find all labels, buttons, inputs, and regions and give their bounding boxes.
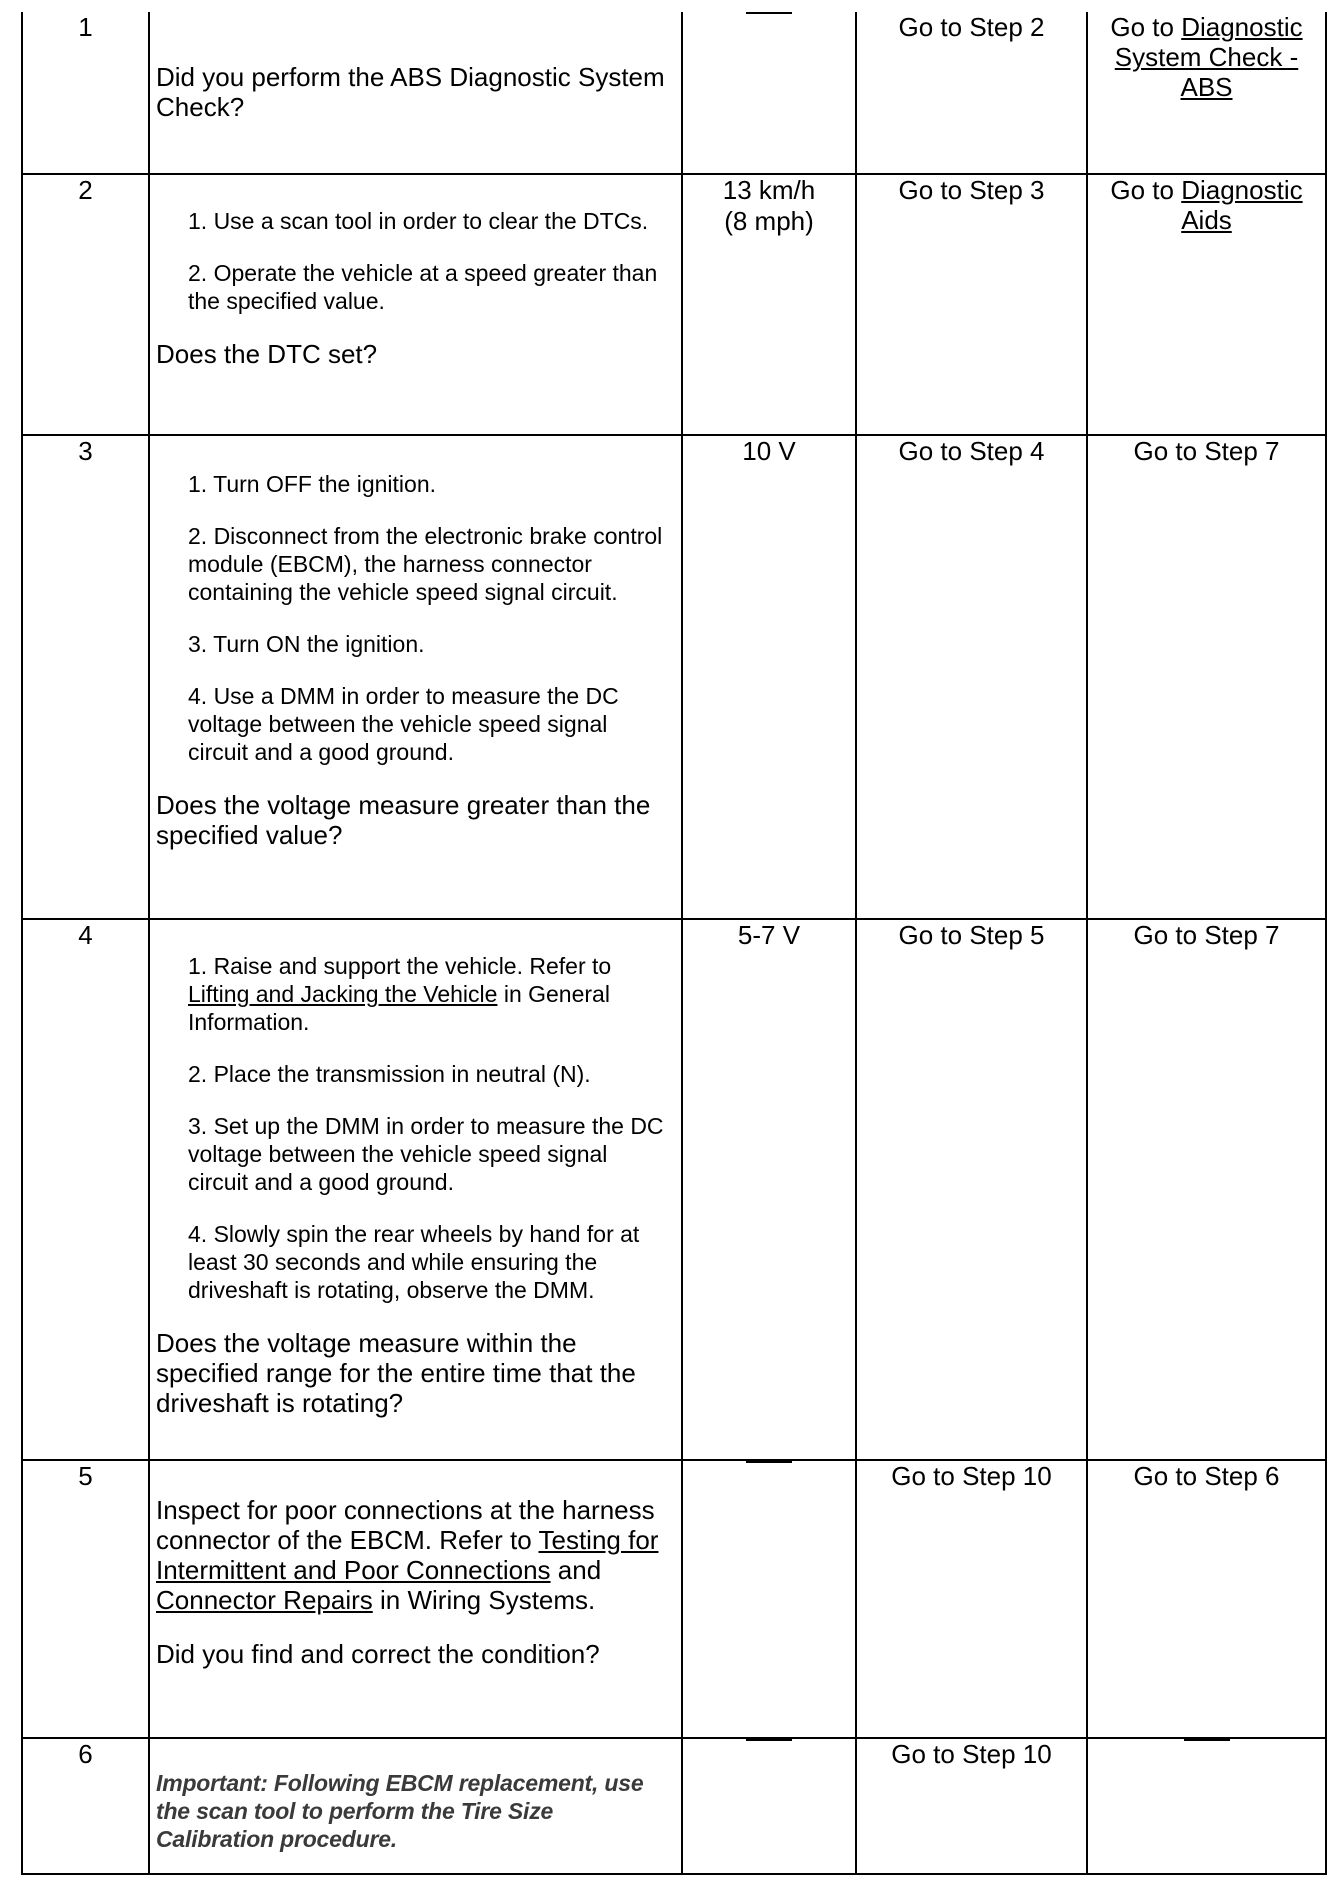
step-question: Does the DTC set? bbox=[156, 339, 378, 369]
table-row bbox=[22, 12, 1326, 174]
step-number: 2 bbox=[78, 175, 93, 205]
action-item: 1. Turn OFF the ignition. bbox=[188, 471, 437, 497]
step-value bbox=[683, 1739, 855, 1741]
action-item: 2. Operate the vehicle at a speed greater than the specified value. bbox=[188, 260, 658, 314]
dash-icon bbox=[1184, 1739, 1230, 1741]
step-number: 5 bbox=[78, 1461, 93, 1491]
action-item: 3. Set up the DMM in order to measure the DC voltage between the vehicle speed signal circuit and a good ground. bbox=[188, 1113, 664, 1195]
dash-icon bbox=[746, 1461, 792, 1463]
action-item: 1. Raise and support the vehicle. Refer to Lifting and Jacking the Vehicle in General Information. bbox=[188, 953, 612, 1035]
step-number: 6 bbox=[78, 1739, 93, 1769]
table-row bbox=[22, 174, 1326, 435]
dash-icon bbox=[746, 12, 792, 14]
step-value bbox=[683, 12, 855, 14]
step-value: 13 km/h (8 mph) bbox=[722, 175, 816, 236]
action-item: 3. Turn ON the ignition. bbox=[188, 631, 425, 657]
step-no: Go to Step 6 bbox=[1133, 1461, 1280, 1491]
action-item: 4. Use a DMM in order to measure the DC voltage between the vehicle speed signal circuit and a good ground. bbox=[188, 683, 619, 765]
link-diagnostic-aids[interactable]: Diagnostic Aids bbox=[1181, 175, 1303, 235]
diagnostic-table bbox=[21, 12, 1327, 1875]
step-no: Go to Step 7 bbox=[1133, 920, 1280, 950]
link-diagnostic-system-check[interactable]: Diagnostic System Check - ABS bbox=[1114, 12, 1303, 102]
table-row bbox=[22, 1738, 1326, 1874]
step-number: 4 bbox=[78, 920, 93, 950]
table-row bbox=[22, 435, 1326, 919]
step-yes: Go to Step 10 bbox=[891, 1739, 1052, 1769]
action-item: 2. Place the transmission in neutral (N). bbox=[188, 1061, 591, 1087]
step-yes: Go to Step 3 bbox=[898, 175, 1045, 205]
link-testing-intermittent[interactable]: Testing for Intermittent and Poor Connections bbox=[156, 1525, 659, 1585]
step-no: Go to Step 7 bbox=[1133, 436, 1280, 466]
step-yes: Go to Step 2 bbox=[898, 12, 1045, 42]
important-note: Important: Following EBCM replacement, use the scan tool to perform the Tire Size Calibration procedure. bbox=[156, 1770, 644, 1852]
dash-icon bbox=[746, 1739, 792, 1741]
action-item: 4. Slowly spin the rear wheels by hand for at least 30 seconds and while ensuring the driveshaft is rotating, observe the DMM. bbox=[188, 1221, 640, 1303]
step-yes: Go to Step 5 bbox=[898, 920, 1045, 950]
step-value bbox=[683, 1461, 855, 1463]
step-value: 5-7 V bbox=[737, 920, 801, 950]
step-value: 10 V bbox=[742, 436, 796, 466]
table-row bbox=[22, 919, 1326, 1460]
step-question: Did you perform the ABS Diagnostic System Check? bbox=[156, 62, 665, 122]
step-instruction: Inspect for poor connections at the harness connector of the EBCM. Refer to Testing for Intermittent and Poor Connections and Connector Repairs in Wiring Systems. bbox=[156, 1495, 659, 1615]
step-number: 3 bbox=[78, 436, 93, 466]
step-no: Go to Diagnostic System Check - ABS bbox=[1110, 12, 1303, 102]
step-no: Go to Diagnostic Aids bbox=[1110, 175, 1303, 235]
step-question: Did you find and correct the condition? bbox=[156, 1639, 600, 1669]
action-item: 2. Disconnect from the electronic brake control module (EBCM), the harness connector containing the vehicle speed signal circuit. bbox=[188, 523, 663, 605]
step-number: 1 bbox=[78, 12, 93, 42]
step-yes: Go to Step 4 bbox=[898, 436, 1045, 466]
step-no bbox=[1088, 1739, 1325, 1741]
step-question: Does the voltage measure within the specified range for the entire time that the driveshaft is rotating? bbox=[156, 1328, 636, 1418]
link-connector-repairs[interactable]: Connector Repairs bbox=[156, 1585, 373, 1615]
step-yes: Go to Step 10 bbox=[891, 1461, 1052, 1491]
link-lifting-and-jacking[interactable]: Lifting and Jacking the Vehicle bbox=[188, 981, 498, 1007]
action-item: 1. Use a scan tool in order to clear the DTCs. bbox=[188, 208, 649, 234]
step-question: Does the voltage measure greater than the specified value? bbox=[156, 790, 651, 850]
table-row bbox=[22, 1460, 1326, 1738]
